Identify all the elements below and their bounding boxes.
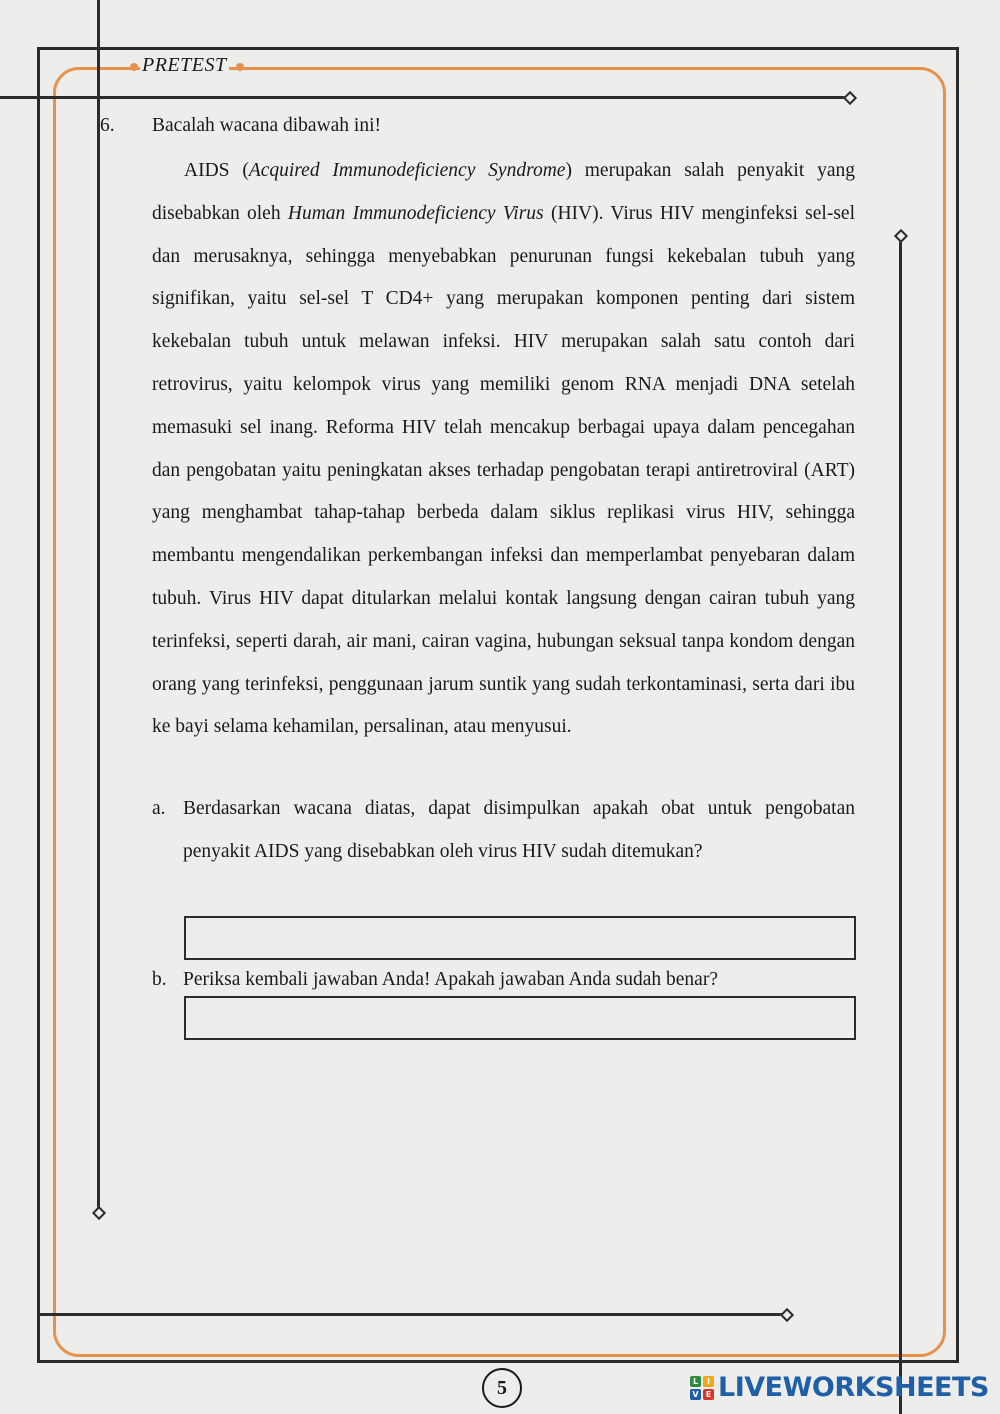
liveworksheets-brand[interactable] (690, 1372, 989, 1403)
logo-tile-e: E (703, 1389, 714, 1400)
passage-text-3: (HIV). Virus HIV menginfeksi sel-sel dan merusaknya, sehingga menyebabkan penurunan fungsi kekebalan tubuh yang signifikan, yaitu sel-sel T CD4+ yang merupakan komponen penting dari sistem kekebalan tubuh untuk melawan infeksi. HIV merupakan salah satu contoh dari retrovirus, yaitu kelompok virus yang memiliki genom RNA menjadi DNA setelah memasuki sel inang. Reforma HIV telah mencakup berbagai upaya dalam pencegahan dan pengobatan yaitu peningkatan akses terhadap pengobatan terapi antiretroviral (ART) yang menghambat tahap-tahap berbeda dalam siklus replikasi virus HIV, sehingga membantu mengendalikan perkembangan infeksi dan memperlambat penyebaran dalam tubuh. Virus HIV dapat ditularkan melalui kontak langsung dengan cairan tubuh yang terinfeksi, seperti darah, air mani, cairan vagina, hubungan seksual tanpa kondom dengan orang yang terinfeksi, penggunaan jarum suntik yang sudah terkontaminasi, serta dari ibu ke bayi selama kehamilan, persalinan, atau menyusui. (152, 202, 855, 738)
answer-box-b[interactable] (184, 996, 856, 1040)
pretest-label: PRETEST (142, 54, 227, 76)
liveworksheets-logo-icon (690, 1376, 714, 1400)
top-horizontal-line (0, 96, 848, 99)
passage-italic-term-2: Human Immunodeficiency Virus (287, 202, 544, 224)
sub-question-b-text: Periksa kembali jawaban Anda! Apakah jawaban Anda sudah benar? (183, 969, 718, 990)
logo-tile-v: V (690, 1389, 701, 1400)
orange-dot-right (236, 63, 244, 71)
left-vertical-line (97, 0, 100, 1212)
passage-text-2: ) merupakan salah penyakit yang disebabkan oleh (152, 160, 855, 224)
reading-passage (152, 150, 855, 749)
right-vertical-line (899, 236, 902, 1414)
sub-question-a (152, 788, 855, 874)
liveworksheets-wordmark: LIVEWORKSHEETS (718, 1372, 989, 1403)
orange-dot-left (130, 63, 138, 71)
question-number: 6. (100, 115, 115, 136)
sub-question-a-text: Berdasarkan wacana diatas, dapat disimpulkan apakah obat untuk pengobatan penyakit AIDS yang disebabkan oleh virus HIV sudah ditemukan? (183, 798, 855, 862)
bottom-horizontal-line (37, 1313, 785, 1316)
page-number: 5 (482, 1368, 522, 1408)
sub-question-b-letter: b. (152, 969, 167, 990)
passage-italic-term-1: Acquired Immunodeficiency Syndrome (248, 160, 566, 181)
sub-question-a-letter: a. (152, 798, 166, 819)
passage-text-1: AIDS ( (184, 160, 249, 181)
question-instruction: Bacalah wacana dibawah ini! (152, 115, 382, 136)
logo-tile-i: I (703, 1376, 714, 1387)
logo-tile-l: L (690, 1376, 701, 1387)
answer-box-a[interactable] (184, 916, 856, 960)
